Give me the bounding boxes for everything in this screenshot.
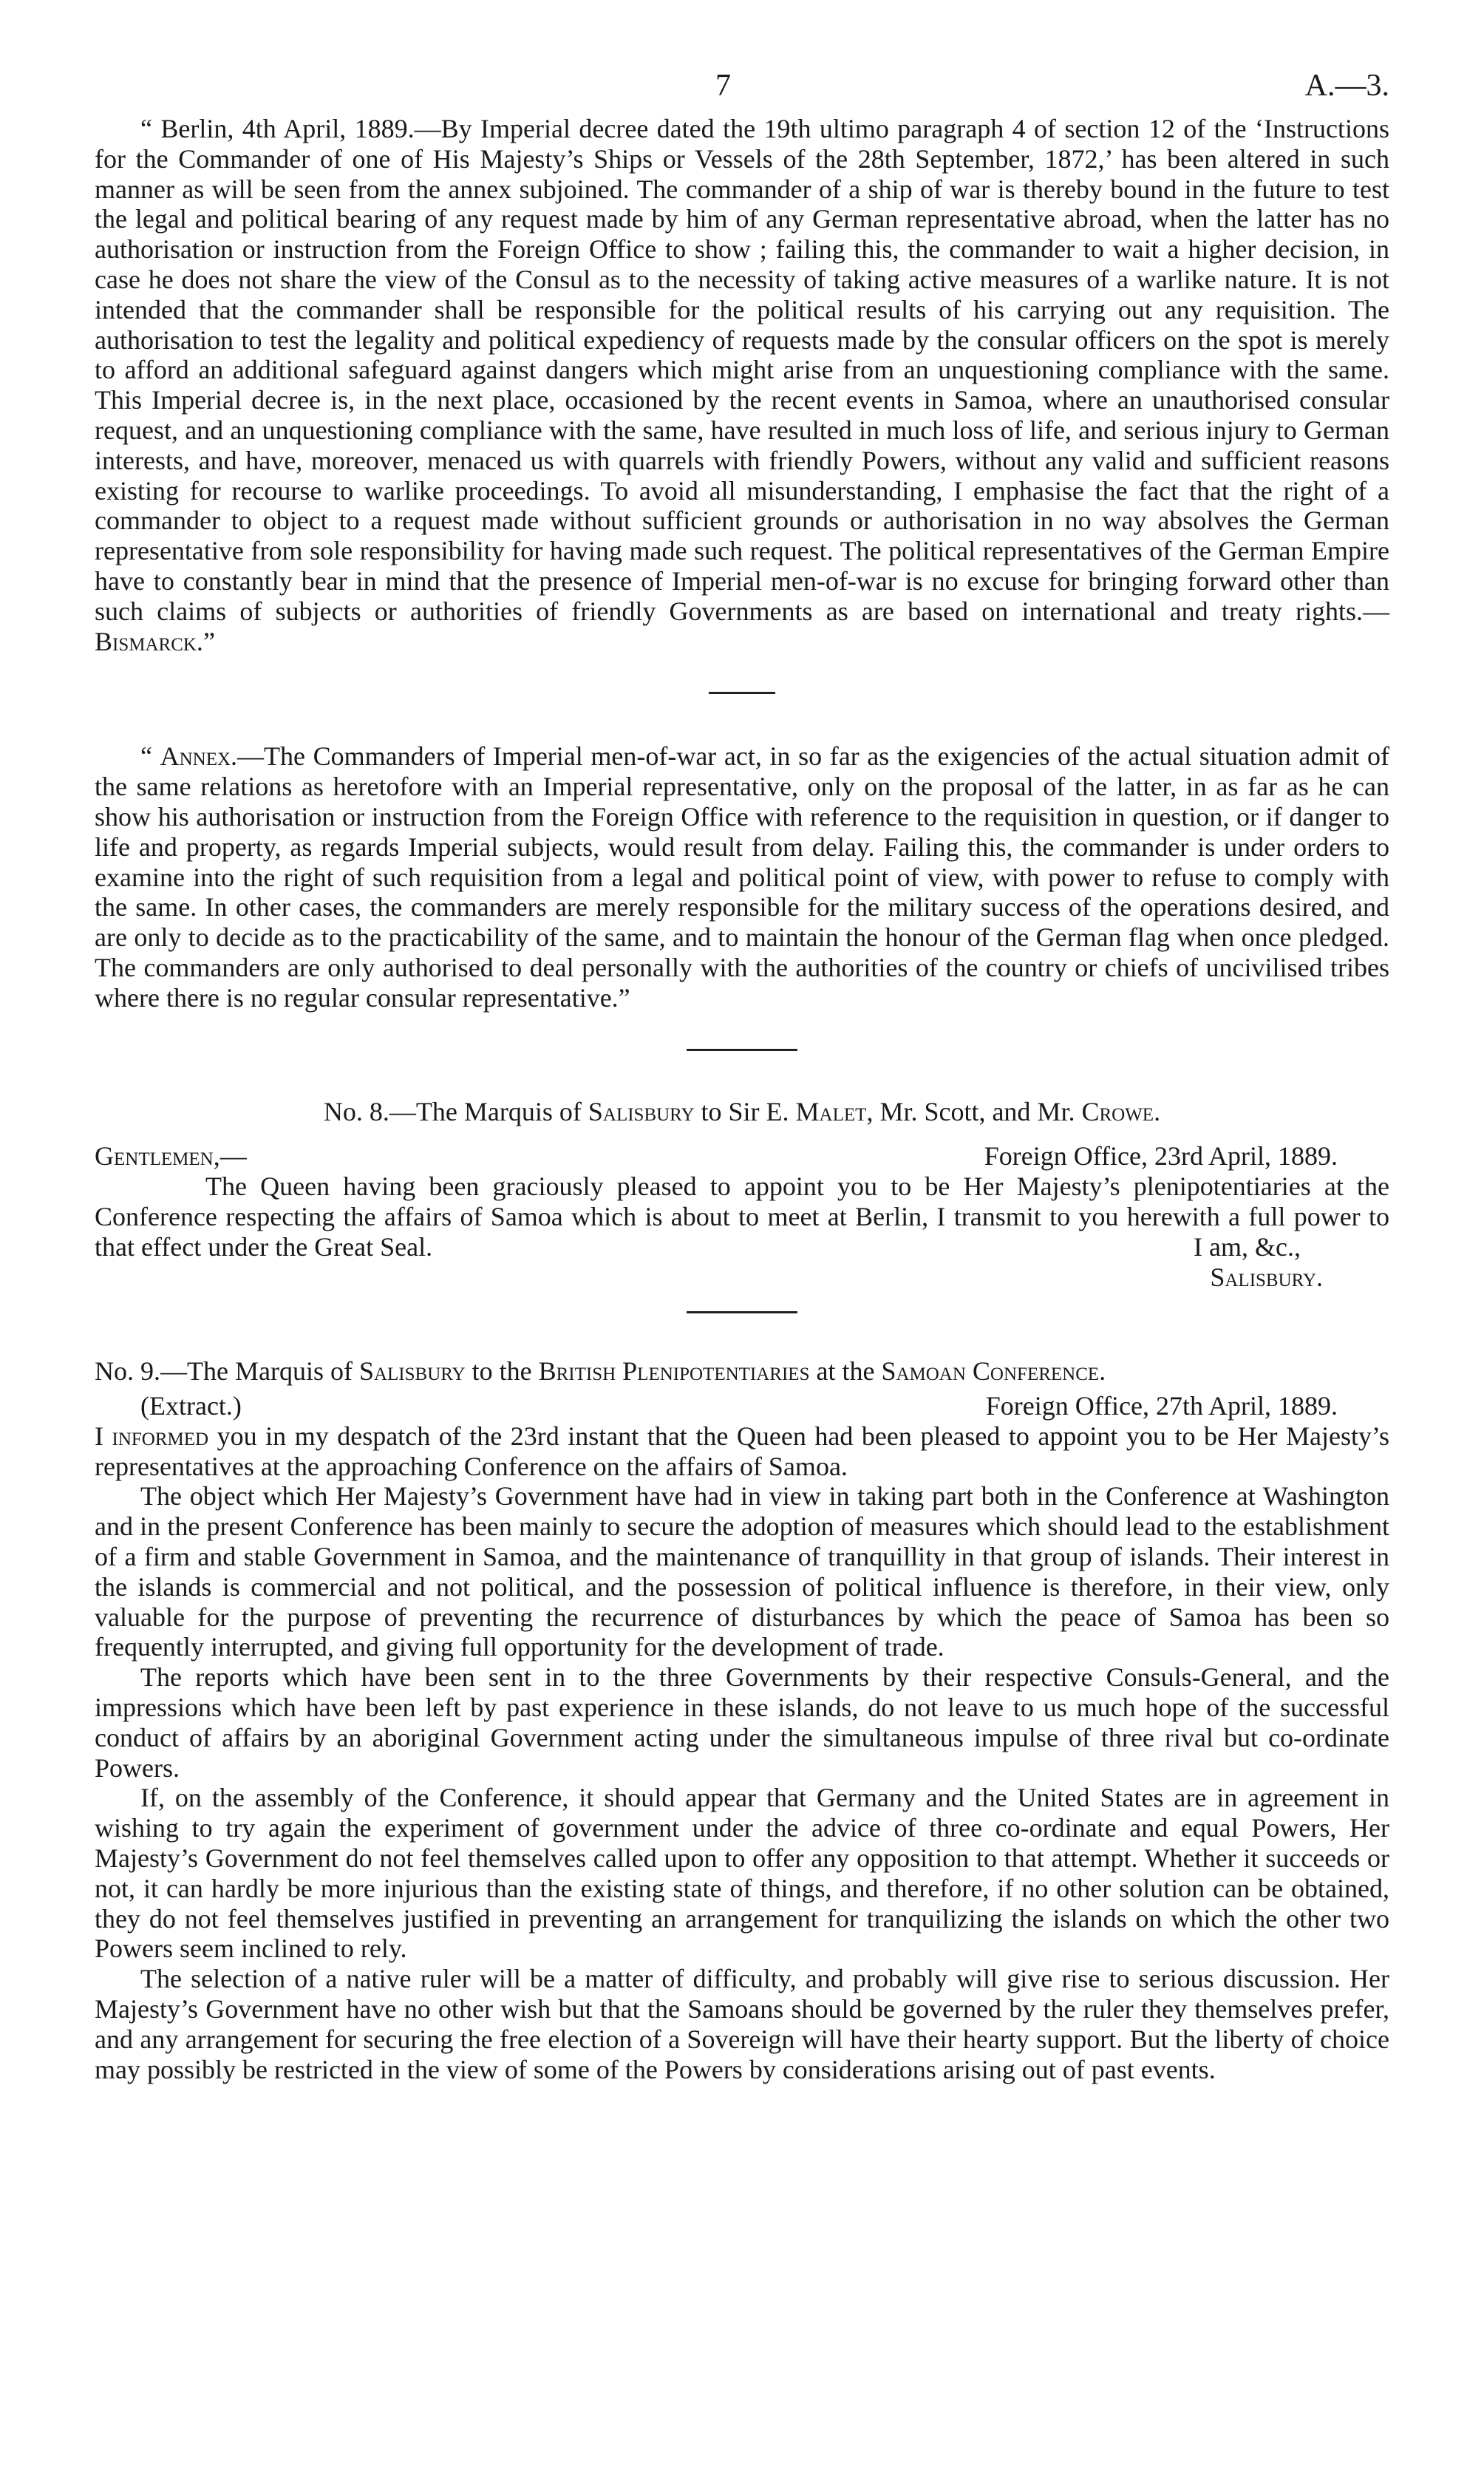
no9-paragraph-2: The object which Her Majesty’s Government have had in view in taking part both in the Conference at Washington and in the present Conference has been mainly to secure the adoption of measures which should lead to the establishment of a firm and stable Government in Samoa, and the maintenance of tranquillity in that group of islands. Their interest in the islands is commercial and not political, and the possession of political influence is therefore, in their view, only valuable for the purpose of preventing the recurrence of disturbances by which the peace of Samoa has been so frequently interrupted, and giving full opportunity for the development of trade. [95,1481,1389,1662]
no9-paragraph-4: If, on the assembly of the Conference, it should appear that Germany and the United States are in agreement in wishing to try again the experiment of government under the advice of three co-ordinate and equal Powers, Her Majesty’s Government do not feel themselves called upon to offer any opposition to that attempt. Whether it succeeds or not, it can hardly be more injurious than the existing state of things, and therefore, if no other solution can be obtained, they do not feel themselves justified in preventing an arrangement for tranquilizing the islands on which the other two Powers seem inclined to rely. [95,1783,1389,1964]
no8-heading: No. 8.—The Marquis of Salisbury to Sir E. Malet, Mr. Scott, and Mr. Crowe. [323,1096,1161,1126]
no8-signature: Salisbury. [1210,1262,1323,1292]
document-reference: A.—3. [1304,69,1389,103]
no9-heading: No. 9.—The Marquis of Salisbury to the British Plenipotentiaries at the Samoan Conference. [95,1356,1106,1387]
no8-salutation-row [95,1141,1389,1172]
page-header [95,65,1389,109]
no8-body: The Queen having been graciously pleased to appoint you to be Her Majesty’s plenipotentiaries at the Conference respecting the affairs of Samoa which is about to meet at Berlin, I transmit to you herewith a full power to that effect under the Great Seal. [95,1172,1389,1262]
no8-place-date: Foreign Office, 23rd April, 1889. [984,1141,1338,1172]
page-number: 7 [715,69,731,103]
no9-place-date: Foreign Office, 27th April, 1889. [985,1391,1338,1421]
annex-open-quote: “ [140,741,160,772]
no9-extract: (Extract.) [140,1391,242,1421]
section-divider [687,1311,797,1313]
no9-extract-row [95,1391,1389,1421]
bismarck-signature: Bismarck. [95,626,203,656]
section-divider [687,1049,797,1051]
bismarck-text: “ Berlin, 4th April, 1889.—By Imperial decree dated the 19th ultimo paragraph 4 of section 12 of the ‘Instructions for the Commander of one of His Majesty’s Ships or Vessels of the 28th September, 1872,’ has been altered in such manner as will be seen from the annex subjoined. The commander of a ship of war is thereby bound in the future to test the legal and political bearing of any request made by him of any German representative abroad, when the latter has no authorisation or instruction from the Foreign Office to show ; failing this, the commander to wait a higher decision, in case he does not share the view of the Consul as to the necessity of taking active measures of a warlike nature. It is not intended that the commander shall be responsible for the political results of his carrying out any requisition. The authorisation to test the legality and political expediency of requests made by the consular officers on the spot is merely to afford an additional safeguard against dangers which might arise from an unquestioning compliance with the same. This Imperial decree is, in the next place, occasioned by the recent events in Samoa, where an unauthorised consular request, and an unquestioning compliance with the same, have resulted in much loss of life, and serious injury to German interests, and have, moreover, menaced us with quarrels with friendly Powers, without any valid and sufficient reasons existing for recourse to warlike proceedings. To avoid all misunderstanding, I emphasise the fact that the right of a commander to object to a request made without sufficient grounds or authorisation in no way absolves the German representative from sole responsibility for having made such request. The political representatives of the German Empire have to constantly bear in mind that the presence of Imperial men-of-war is no excuse for bringing forward other than such claims of subjects or authorities of friendly Governments as are based on international and treaty rights.— [95,114,1389,626]
bismarck-close-quote: ” [202,626,215,656]
annex-text: —The Commanders of Imperial men-of-war act, in so far as the exigencies of the actual situation admit of the same relations as heretofore with an Imperial representative, only on the proposal of the latter, in as far as he can show his authorisation or instruction from the Foreign Office with reference to the requisition in question, or if danger to life and property, as regards Imperial subjects, would result from delay. Failing this, the commander is under orders to examine into the right of such requisition from a legal and political point of view, with power to refuse to comply with the same. In other cases, the commanders are merely responsible for the military success of the operations desired, and are only to decide as to the practicability of the same, and to maintain the honour of the German flag when once pledged. The commanders are only authorised to deal personally with the authorities of the country or chiefs of uncivilised tribes where there is no regular consular representative.” [95,741,1390,1013]
section-divider [709,692,775,694]
no8-closing: I am, &c., [1194,1231,1301,1262]
annex-paragraph [95,741,1389,1013]
annex-label: Annex. [160,741,238,772]
no8-salutation: Gentlemen,— [95,1141,247,1172]
no9-paragraph-3: The reports which have been sent in to the three Governments by their respective Consuls-General, and the impressions which have been left by past experience in these islands, do not leave to us much hope of the successful conduct of affairs by an aboriginal Government acting under the simultaneous impulse of three rival but co-ordinate Powers. [95,1662,1389,1783]
no9-paragraph-1: I informed you in my despatch of the 23rd instant that the Queen had been pleased to appoint you to be Her Majesty’s representatives at the approaching Conference on the affairs of Samoa. [95,1421,1389,1481]
no9-paragraph-5: The selection of a native ruler will be a matter of difficulty, and probably will give rise to serious discussion. Her Majesty’s Government have no other wish but that the Samoans should be governed by the ruler they themselves prefer, and any arrangement for securing the free election of a Sovereign will have their hearty support. But the liberty of choice may possibly be restricted in the view of some of the Powers by considerations arising out of past events. [95,1964,1389,2084]
bismarck-despatch [95,114,1389,656]
